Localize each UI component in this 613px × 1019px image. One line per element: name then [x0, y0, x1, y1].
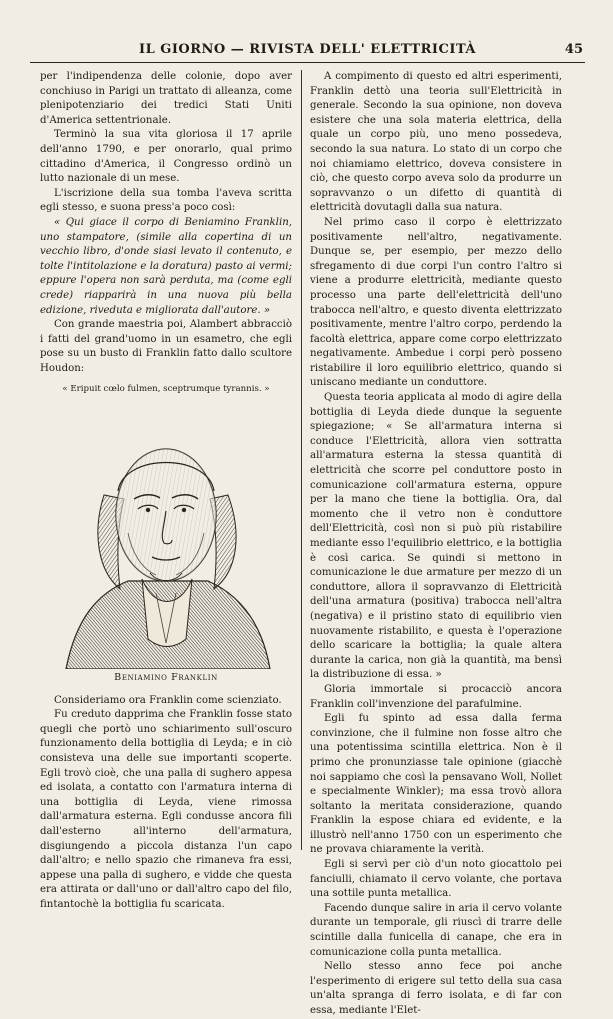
paragraph: A compimento di questo ed altri esperimenti, Franklin dettò una teoria sull'Elettricità in generale. Secondo la sua opinione, non doveva esistere che una sola materia elettrica, della quale un corpo più, uno meno possedeva, secondo la sua natura. Lo stato di un corpo che noi chiamiamo elettrico, doveva consistere in ciò, che questo corpo aveva solo da produrre un sopravvanzo o un difetto di quantità di elettricità dovutagli dalla sua natura. — [310, 71, 562, 214]
epitaph-quote: « Qui giace il corpo di Beniamino Franklin, uno stampatore, (simile alla copertina di un vecchio libro, d'onde siasi levato il contenuto, e tolte l'intitolazione e la doratura) pasto ai vermi; eppure l'opera non sarà perduta, ma (come egli crede) riapparirà in una nuova più bella edizione, riveduta e migliorata dall'autore. » — [40, 216, 292, 316]
paragraph: Nello stesso anno fece poi anche l'esperimento di erigere sul tetto della sua casa un'alta spranga di ferro isolata, e di far con essa, mediante l'Elet- — [310, 961, 562, 1016]
portrait-caption: Beniamino Franklin — [114, 672, 218, 684]
column-divider — [301, 70, 302, 850]
latin-hexameter: « Eripuit cœlo fulmen, sceptrumque tyrannis. » — [62, 384, 270, 395]
franklin-portrait-engraving — [58, 403, 274, 669]
paragraph: Egli fu spinto ad essa dalla ferma convinzione, che il fulmine non fosse altro che una potentissima scintilla elettrica. Non è il primo che pronunziasse tale opinione (giacchè noi sappiamo che così la pensavano Woll, Nollet e specialmente Winkler); ma essa trovò allora soltanto la meritata considerazione, quando Franklin la espose chiara ed evidente, e la illustrò nell'anno 1750 con un esperimento che ne provava chiaramente la verità. — [310, 713, 562, 856]
left-column — [40, 70, 292, 913]
running-header — [30, 40, 585, 63]
paragraph: Fu creduto dapprima che Franklin fosse stato quegli che portò uno schiarimento sull'oscuro funzionamento della bottiglia di Leyda; e in ciò consisteva una delle sue importanti scoperte. Egli trovò cioè, che una palla di sughero appesa ed isolata, a contatto con l'armatura interna di una bottiglia di Leyda, viene rimossa dall'armatura esterna. Egli condusse ancora fili dall'esterno all'interno dell'armatura, disgiungendo a piccola distanza l'un capo dall'altro; e nello spazio che rimaneva fra essi, appese una palla di sughero, e vidde che questa era attirata or dall'uno or dall'altro capo del filo, fintantochè la bottiglia fu scaricata. — [40, 709, 292, 910]
paragraph: Con grande maestria poi, Alambert abbracciò i fatti del grand'uomo in un esametro, che egli pose su un busto di Franklin fatto dallo scultore Houdon: — [40, 319, 292, 374]
paragraph: Consideriamo ora Franklin come scienziato. — [54, 694, 282, 706]
paragraph: Gloria immortale si procacciò ancora Franklin coll'invenzione del parafulmine. — [310, 683, 562, 710]
paragraph: Nel primo caso il corpo è elettrizzato positivamente nell'altro, negativamente. Dunque se, per esempio, per mezzo dello sfregamento di due corpi l'un contro l'altro si viene a produrre elettricità, mediante questo processo una parte dell'elettricità dell'uno trabocca nell'altro, e questo diventa elettrizzato positivamente, mentre l'altro corpo, perdendo la facoltà elettrica, appare come corpo elettrizzato negativamente. Ambedue i corpi però posseno ristabilire il loro equilibrio elettrico, quando si uniscano mediante un conduttore. — [310, 216, 562, 389]
paragraph: Terminò la sua vita gloriosa il 17 aprile dell'anno 1790, e per onorarlo, qual primo cittadino d'America, il Congresso ordinò un lutto nazionale di un mese. — [40, 129, 292, 185]
paragraph: Questa teoria applicata al modo di agire della bottiglia di Leyda diede dunque la seguente spiegazione; « Se all'armatura interna si conduce l'Elettricità, allora vien sottratta all'armatura esterna la stessa quantità di elettricità che scorre pel conduttore posto in comunicazione coll'armatura esterna, oppure per la mano che tiene la bottiglia. Ora, dal momento che il vetro non è conduttore dell'Elettricità, così non si può più ristabilire mediante esso l'equilibrio elettrico, e la bottiglia è così carica. Se quindi si mettono in comunicazione le due armature per mezzo di un conduttore, allora il sopravvanzo di Elettricità dell'una armatura (positiva) trabocca nell'altra (negativa) e il pristino stato di equilibrio vien nuovamente ristabilito, e questa è l'operazione dello scaricare la bottiglia; la quale altera durante la carica, non già la quantità, ma bensì la distribuzione di essa. » — [310, 392, 562, 681]
right-column — [310, 70, 562, 1019]
paragraph: Egli si servì per ciò d'un noto giocattolo pei fanciulli, chiamato il cervo volante, che portava una sottile punta metallica. — [310, 859, 562, 900]
paragraph: Facendo dunque salire in aria il cervo volante durante un temporale, gli riuscì di trarre delle scintille dalla funicella di canape, che era in comunicazione colla punta metallica. — [310, 902, 562, 958]
paragraph: per l'indipendenza delle colonie, dopo aver conchiuso in Parigi un trattato di alleanza, come plenipotenziario dei tredici Stati Uniti d'America settentrionale. — [40, 71, 292, 126]
journal-title: IL GIORNO — RIVISTA DELL' ELETTRICITÀ — [138, 42, 476, 57]
paragraph: L'iscrizione della sua tomba l'aveva scritta egli stesso, e suona press'a poco così: — [40, 187, 292, 214]
page-number: 45 — [564, 42, 583, 57]
